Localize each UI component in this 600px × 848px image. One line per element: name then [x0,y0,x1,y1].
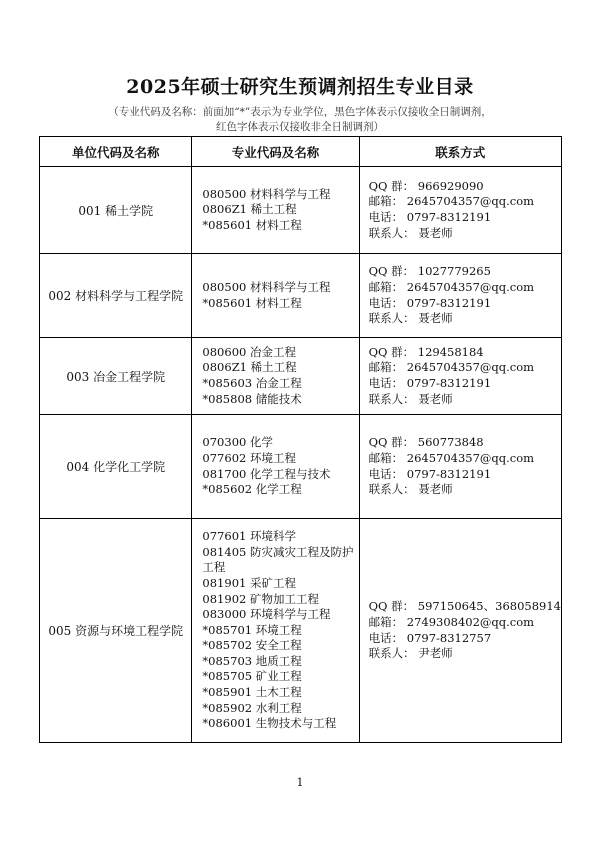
contact-qq: QQ 群： 129458184 [368,344,484,359]
contact-qq: QQ 群： 1027779265 [368,264,491,279]
major-item: 077602 环境工程 [202,450,296,465]
contact-phone: 电话： 0797-8312191 [368,376,492,390]
contact-phone: 电话： 0797-8312757 [368,630,492,645]
major-item: 070300 化学 [202,435,273,450]
note-line-2: 红色字体表示仅接收非全日制调剂） [216,121,384,133]
page-number: 1 [296,776,304,789]
major-item: *085902 水利工程 [202,700,302,715]
major-item: *086001 生物技术与工程 [202,716,337,731]
majors-cell [192,167,359,254]
unit-cell: 005 资源与环境工程学院 [40,519,192,743]
contact-phone: 电话： 0797-8312191 [368,210,492,224]
major-item: 077601 环境科学 [202,529,296,544]
contact-person: 联系人： 聂老师 [368,225,453,240]
major-item: *085603 冶金工程 [202,376,302,390]
major-item: *085701 环境工程 [202,622,302,637]
table-row [40,254,562,338]
major-item: 080600 冶金工程 [202,344,296,359]
major-item: *085901 土木工程 [202,685,302,700]
major-item: 081700 化学工程与技术 [202,466,331,481]
header-major: 专业代码及名称 [192,137,359,167]
major-item: 083000 环境科学与工程 [202,607,331,622]
unit-cell: 002 材料科学与工程学院 [40,254,192,338]
major-item: *085705 矿业工程 [202,669,302,684]
table-header-row [40,137,562,167]
unit-cell: 004 化学化工学院 [40,415,192,519]
contact-cell [359,519,561,743]
contact-email: 邮箱： 2645704357@qq.com [368,360,535,375]
major-item: *085702 安全工程 [202,638,302,653]
contact-person: 联系人： 聂老师 [368,391,453,406]
contact-person: 联系人： 尹老师 [368,646,453,661]
contact-email: 邮箱： 2645704357@qq.com [368,279,535,294]
contact-email: 邮箱： 2645704357@qq.com [368,450,535,465]
unit-cell: 001 稀土学院 [40,167,192,254]
table-row [40,167,562,254]
major-item: 0806Z1 稀土工程 [202,360,297,375]
major-item: *085601 材料工程 [202,295,302,310]
contact-cell [359,167,561,254]
majors-cell [192,415,359,519]
majors-cell [192,519,359,743]
page-title: 2025年硕士研究生预调剂招生专业目录 [126,76,474,98]
contact-email: 邮箱： 2645704357@qq.com [368,194,535,209]
program-directory-table [39,136,562,743]
major-item: *085703 地质工程 [202,653,302,668]
header-unit: 单位代码及名称 [40,137,192,167]
major-item: 080500 材料科学与工程 [202,186,331,201]
major-item: *085602 化学工程 [202,482,302,497]
contact-cell [359,338,561,415]
unit-cell: 003 冶金工程学院 [40,338,192,415]
major-item: 081902 矿物加工工程 [202,591,319,606]
contact-qq: QQ 群： 597150645、368058914 [368,599,561,614]
contact-phone: 电话： 0797-8312191 [368,466,492,481]
contact-qq: QQ 群： 560773848 [368,435,484,450]
major-item: 0806Z1 稀土工程 [202,202,297,217]
note-line-1: （专业代码及名称：前面加“*”表示为专业学位，黑色字体表示仅接收全日制调剂， [108,106,492,118]
major-item: 080500 材料科学与工程 [202,279,331,294]
majors-cell [192,254,359,338]
contact-cell [359,415,561,519]
contact-email: 邮箱： 2749308402@qq.com [368,614,535,629]
major-item: 081901 采矿工程 [202,575,296,590]
contact-cell [359,254,561,338]
contact-phone: 电话： 0797-8312191 [368,295,492,310]
contact-person: 联系人： 聂老师 [368,482,453,497]
contact-qq: QQ 群： 966929090 [368,178,484,193]
major-item: *085808 储能技术 [202,391,302,406]
table-row [40,338,562,415]
major-item: 081405 防灾减灾工程及防护工程 [202,544,354,575]
major-item: *085601 材料工程 [202,217,302,232]
contact-person: 联系人： 聂老师 [368,311,453,326]
table-row [40,415,562,519]
table-row [40,519,562,743]
header-contact: 联系方式 [359,137,561,167]
majors-cell [192,338,359,415]
